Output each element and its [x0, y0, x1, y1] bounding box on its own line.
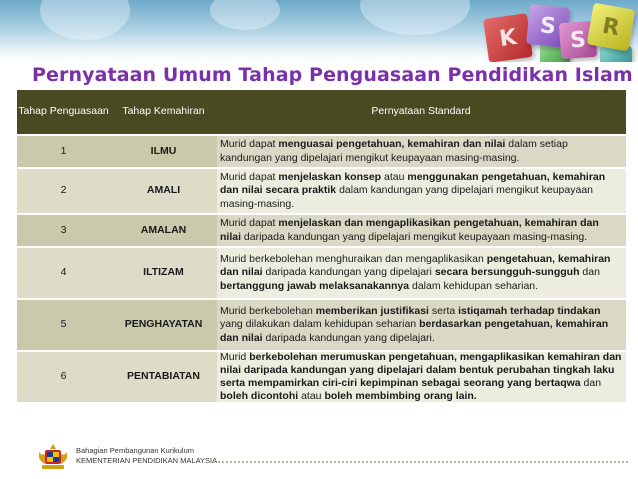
statement-segment: Murid berkebolehan menghuraikan dan mengaplikasikan [220, 253, 487, 266]
crest-icon [36, 442, 70, 472]
logo-cube-r: R [587, 3, 636, 52]
cell-pernyataan-standard [217, 352, 626, 402]
statement-segment: dan [579, 266, 600, 279]
cell-tahap-penguasaan: 5 [17, 300, 110, 350]
cell-tahap-penguasaan: 3 [17, 215, 110, 246]
statement-segment: atau [298, 390, 325, 403]
banner-bubble [210, 0, 280, 30]
cell-tahap-kemahiran: ILTIZAM [110, 248, 217, 298]
cell-pernyataan-standard [217, 169, 626, 213]
statement-text [220, 253, 622, 293]
statement-text [220, 351, 622, 404]
statement-segment: dalam setiap kandungan yang dipelajari mengikut keupayaan masing-masing. [220, 138, 568, 164]
table-row [17, 352, 626, 404]
cell-tahap-penguasaan: 6 [17, 352, 110, 402]
logo-cube-s: S [526, 4, 570, 48]
statement-text [220, 305, 622, 345]
table-row [17, 169, 626, 215]
cell-tahap-kemahiran: AMALI [110, 169, 217, 213]
statement-segment: dalam kandungan yang dipelajari mengikut keupayaan masing-masing. [220, 184, 594, 210]
standards-table [17, 90, 626, 404]
statement-text [220, 138, 622, 164]
statement-segment: daripada kandungan yang dipelajari. [262, 331, 435, 344]
statement-bold-segment: bertanggung jawab melaksanakannya [220, 279, 410, 292]
footer-line2: KEMENTERIAN PENDIDIKAN MALAYSIA [76, 456, 218, 465]
statement-segment: Murid [220, 350, 250, 363]
header-tahap-kemahiran: Tahap Kemahiran [122, 105, 205, 118]
footer-line1: Bahagian Pembangunan Kurikulum [76, 446, 194, 455]
footer-text [76, 446, 217, 466]
table-row [17, 248, 626, 300]
header-pernyataan-standard: Pernyataan Standard [371, 105, 471, 118]
cell-tahap-kemahiran: PENGHAYATAN [110, 300, 217, 350]
logo-cube-s: S [559, 21, 597, 59]
statement-segment: daripada kandungan yang dipelajari [262, 266, 435, 279]
statement-segment: dan [580, 377, 602, 389]
statement-segment: dalam kehidupan seharian. [409, 279, 539, 292]
statement-bold-segment: berkebolehan merumuskan pengetahuan, mengaplikasikan kemahiran dan nilai daripada kandungan yang dipelajari dalam bentuk perubahan tingkah laku serta mempamirkan ciri-ciri kepimpinan sebagai seorang yang bertaqwa [220, 350, 622, 389]
logo-cube-k: K [483, 13, 533, 62]
cell-pernyataan-standard [217, 215, 626, 246]
statement-segment: atau [381, 171, 408, 184]
banner-bubble [40, 0, 130, 40]
cell-tahap-kemahiran: ILMU [110, 136, 217, 167]
cell-pernyataan-standard [217, 248, 626, 298]
statement-bold-segment: boleh dicontohi [220, 390, 299, 403]
statement-bold-segment: pengetahuan, kemahiran dan nilai [220, 253, 611, 279]
statement-bold-segment: memberikan justifikasi [315, 305, 429, 318]
table-header-row [17, 90, 626, 136]
cell-tahap-kemahiran: AMALAN [110, 215, 217, 246]
table-row [17, 215, 626, 248]
cell-pernyataan-standard [217, 300, 626, 350]
statement-segment: Murid dapat [220, 171, 279, 184]
table-row [17, 136, 626, 169]
statement-bold-segment: menjelaskan dan mengaplikasikan pengetahuan, kemahiran dan nilai [220, 217, 599, 243]
statement-bold-segment: menjelaskan konsep [278, 171, 382, 184]
statement-segment: yang dilakukan dalam kehidupan seharian [220, 318, 420, 331]
statement-segment: Murid dapat [220, 217, 279, 230]
statement-segment: Murid berkebolehan [220, 305, 316, 318]
table-body [17, 136, 626, 404]
cell-pernyataan-standard [217, 136, 626, 167]
cell-tahap-penguasaan: 1 [17, 136, 110, 167]
cell-tahap-penguasaan: 2 [17, 169, 110, 213]
statement-bold-segment: berdasarkan pengetahuan, kemahiran dan nilai [220, 318, 609, 344]
statement-bold-segment: menggunakan pengetahuan, kemahiran dan nilai secara praktik [220, 171, 606, 197]
cell-tahap-kemahiran: PENTABIATAN [110, 352, 217, 402]
statement-text [220, 171, 622, 211]
banner-bubble [360, 0, 470, 35]
statement-bold-segment: menguasai pengetahuan, kemahiran dan nilai [278, 138, 506, 151]
header-tahap-penguasaan: Tahap Penguasaan [18, 105, 109, 118]
table-row [17, 300, 626, 352]
footer [28, 442, 628, 474]
statement-bold-segment: boleh membimbing orang lain. [324, 390, 477, 403]
statement-segment: daripada kandungan yang dipelajari mengikut keupayaan masing-masing. [241, 230, 588, 243]
page-title: Pernyataan Umum Tahap Penguasaan Pendidikan Islam [32, 64, 633, 86]
statement-bold-segment: istiqamah terhadap tindakan [458, 305, 601, 318]
cell-tahap-penguasaan: 4 [17, 248, 110, 298]
statement-segment: Murid dapat [220, 138, 279, 151]
statement-bold-segment: secara bersungguh-sungguh [434, 266, 580, 279]
top-banner [0, 0, 638, 62]
statement-segment: serta [428, 305, 459, 318]
footer-divider [213, 461, 628, 463]
statement-text [220, 217, 622, 243]
